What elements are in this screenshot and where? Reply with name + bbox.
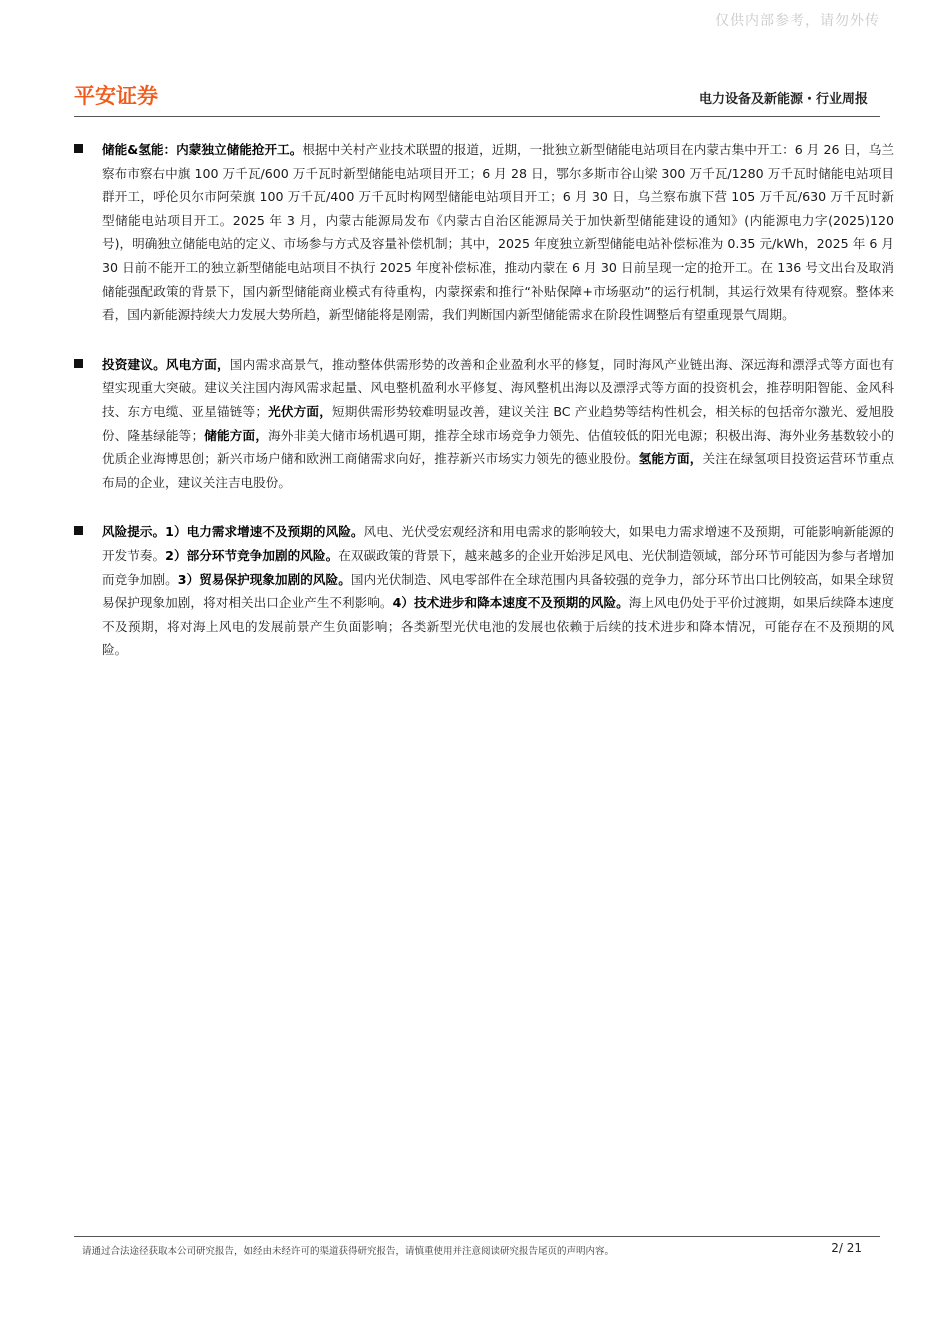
risk-3-body: 国内光伏制造、风电零部件在全球范围内具备较强的竞争力，部分环节出口比例较高，如果全球贸易保护现象加剧，将对相关出口企业产生不利影响。 [102, 571, 894, 611]
subheading-wind: 风电方面， [165, 356, 230, 372]
section-risk-warning [74, 520, 894, 662]
body-hydrogen: 关注在绿氢项目投资运营环节重点布局的企业，建议关注吉电股份。 [102, 451, 895, 490]
section-paragraph [102, 138, 894, 327]
section-heading: 投资建议。 [102, 356, 166, 372]
risk-3-heading: 3）贸易保护现象加剧的风险。 [177, 571, 351, 587]
company-logo: 平安证券 [74, 84, 158, 108]
section-body: 根据中关村产业技术联盟的报道，近期，一批独立新型储能电站项目在内蒙古集中开工：6 月 26 日，乌兰察布市察右中旗 100 万千瓦/600 万千瓦时新型储能电站项目开工；6 月 28 日，鄂尔多斯市谷山梁 300 万千瓦/1280 万千瓦时储能电站项目群开工，呼伦贝尔市阿荣旗 100 万千瓦/400 万千瓦时构网型储能电站项目开工；6 月 30 日，乌兰察布旗下营 105 万千瓦/630 万千瓦时新型储能电站项目开工。2025 年 3 月，内蒙古能源局发布《内蒙古自治区能源局关于加快新型储能建设的通知》(内能源电力字(2025)120 号)，明确独立储能电站的定义、市场参与方式及容量补偿机制；其中，2025 年度独立新型储能电站补偿标准为 0.35 元/kWh，2025 年 6 月 30 日前不能开工的独立新型储能电站项目不执行 2025 年度补偿标准，推动内蒙在 6 月 30 日前呈现一定的抢开工。在 136 号文出台及取消储能强配政策的背景下，国内新型储能商业模式有待重构，内蒙探索和推行“补贴保障+市场驱动”的运行机制，其运行效果有待观察。整体来看，国内新能源持续大力发展大势所趋，新型储能将是刚需，我们判断国内新型储能需求在阶段性调整后有望重现景气周期。 [102, 142, 894, 323]
subheading-solar: 光伏方面， [267, 403, 332, 419]
section-heading: 风险提示。 [102, 524, 166, 540]
subheading-storage: 储能方面， [204, 427, 269, 443]
risk-4-heading: 4）技术进步和降本速度不及预期的风险。 [392, 595, 629, 611]
footer-disclaimer: 请通过合法途径获取本公司研究报告，如经由未经许可的渠道获得研究报告，请慎重使用并注意阅读研究报告尾页的声明内容。 [82, 1246, 615, 1257]
header-divider [74, 116, 880, 117]
report-type: 电力设备及新能源・行业周报 [698, 92, 868, 107]
bullet-icon [74, 526, 83, 535]
watermark: 仅供内部参考，请勿外传 [715, 13, 880, 29]
risk-4-body: 海上风电仍处于平价过渡期，如果后续降本速度不及预期，将对海上风电的发展前景产生负面影响；各类新型光伏电池的发展也依赖于后续的技术进步和降本情况，可能存在不及预期的风险。 [102, 595, 895, 658]
page-number: 2/ 21 [831, 1241, 862, 1255]
footer-divider [74, 1236, 880, 1237]
bullet-icon [74, 144, 83, 153]
body-wind: 国内需求高景气，推动整体供需形势的改善和企业盈利水平的修复，同时海风产业链出海、深远海和漂浮式等方面也有望实现重大突破。建议关注国内海风需求起量、风电整机盈利水平修复、海风整机出海以及漂浮式等方面的投资机会，推荐明阳智能、金风科技、东方电缆、亚星锚链等； [102, 356, 895, 419]
section-paragraph [102, 520, 894, 662]
bullet-icon [74, 359, 83, 368]
section-investment-advice [74, 353, 894, 495]
section-heading: 储能&氢能：内蒙独立储能抢开工。 [102, 142, 303, 157]
section-energy-storage [74, 138, 894, 327]
risk-1-heading: 1）电力需求增速不及预期的风险。 [165, 524, 364, 540]
risk-2-heading: 2）部分环节竞争加剧的风险。 [165, 547, 339, 563]
section-paragraph [102, 353, 894, 495]
body-storage: 海外非美大储市场机遇可期，推荐全球市场竞争力领先、估值较低的阳光电源；积极出海、海外业务基数较小的优质企业海博思创；新兴市场户储和欧洲工商储需求向好，推荐新兴市场实力领先的德业股份。 [102, 427, 895, 467]
document-body [74, 138, 894, 688]
body-solar: 短期供需形势较难明显改善，建议关注 BC 产业趋势等结构性机会，相关标的包括帝尔激光、爱旭股份、隆基绿能等； [102, 403, 895, 443]
risk-2-body: 在双碳政策的背景下，越来越多的企业开始涉足风电、光伏制造领域，部分环节可能因为参与者增加而竞争加剧。 [102, 547, 895, 587]
subheading-hydrogen: 氢能方面， [638, 451, 703, 467]
risk-1-body: 风电、光伏受宏观经济和用电需求的影响较大，如果电力需求增速不及预期，可能影响新能源的开发节奏。 [102, 524, 895, 563]
